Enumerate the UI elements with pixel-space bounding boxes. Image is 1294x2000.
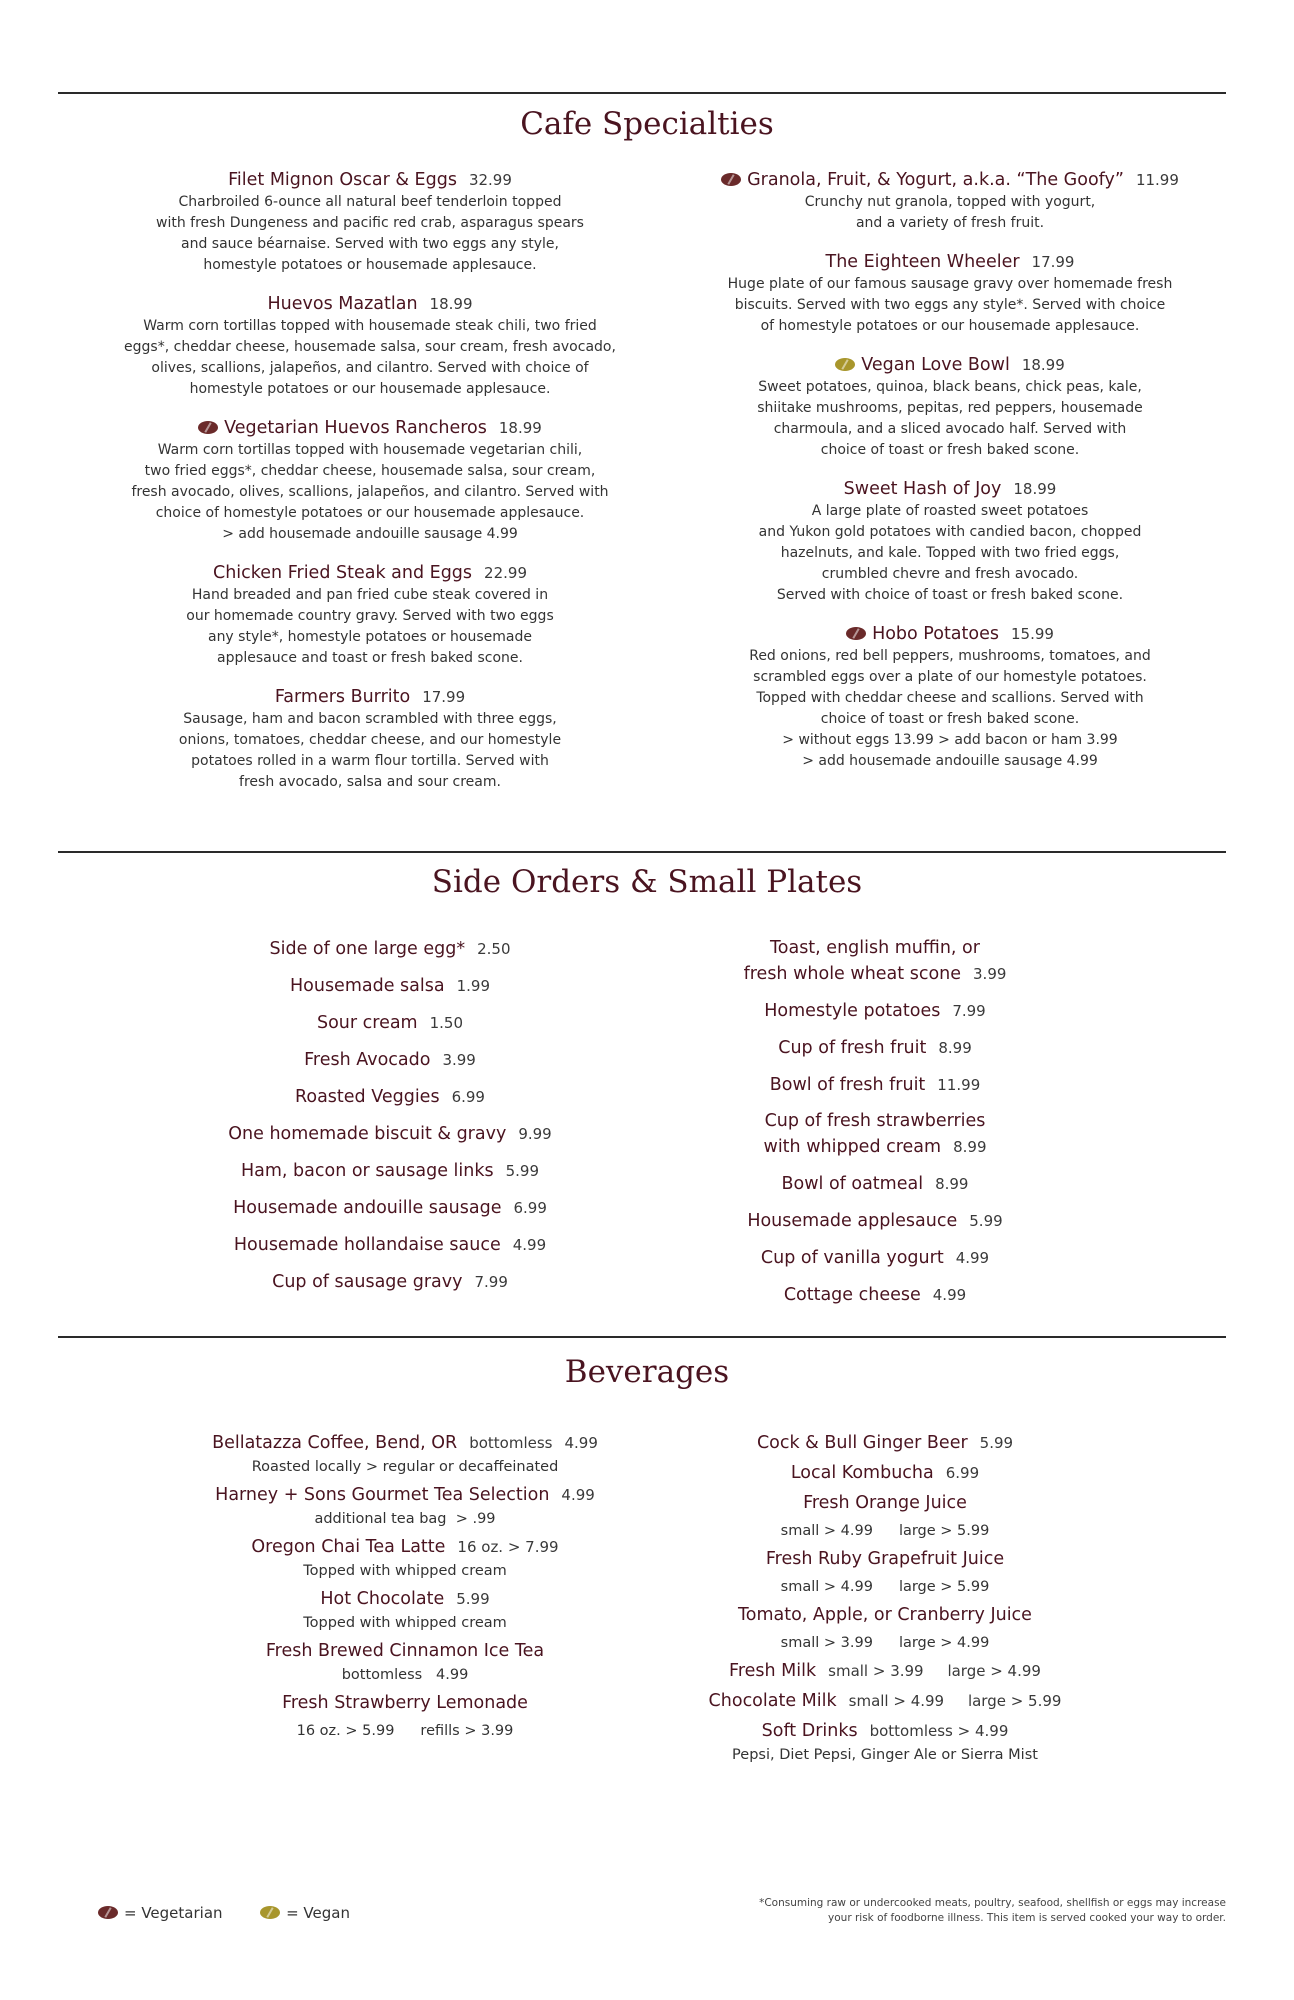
vegetarian-bean-icon xyxy=(98,1906,118,1919)
menu-item-description: Warm corn tortillas topped with housemade vegetarian chili, xyxy=(157,442,583,458)
menu-item-description: Charbroiled 6-ounce all natural beef tenderloin topped xyxy=(178,194,562,210)
menu-item-price: 17.99 xyxy=(1031,253,1075,271)
menu-item-description: eggs*, cheddar cheese, housemade salsa, sour cream, fresh avocado, xyxy=(124,339,616,355)
cafe-section-title: Cafe Specialties xyxy=(520,106,774,142)
legend-vegetarian: = Vegetarian xyxy=(124,1904,223,1922)
menu-item-description: Served with choice of toast or fresh baked scone. xyxy=(776,587,1124,603)
vegan-bean-icon xyxy=(260,1906,280,1919)
menu-item-description: of homestyle potatoes or our housemade applesauce. xyxy=(760,318,1140,334)
beverage-price: 4.99 xyxy=(561,1486,595,1504)
side-item xyxy=(680,1035,1070,1061)
menu-item-description: and Yukon gold potatoes with candied bacon, chopped xyxy=(758,524,1142,540)
beverage-option: small > 4.99 large > 5.99 xyxy=(848,1692,1062,1710)
menu-item xyxy=(100,168,640,276)
beverage-detail: large > 5.99 xyxy=(898,1579,990,1595)
beverage-item xyxy=(140,1638,670,1686)
beverages-section-title: Beverages xyxy=(564,1354,730,1390)
menu-item-description: and sauce béarnaise. Served with two eggs any style, xyxy=(181,236,559,252)
menu-item-price: 15.99 xyxy=(1010,625,1054,643)
menu-item-description: crumbled chevre and fresh avocado. xyxy=(821,566,1079,582)
menu-item-description: biscuits. Served with two eggs any style*. Served with choice xyxy=(734,297,1166,313)
beverage-header xyxy=(680,1430,1090,1456)
menu-item-description: potatoes rolled in a warm flour tortilla. Served with xyxy=(191,753,549,769)
menu-item-price: 17.99 xyxy=(422,688,466,706)
menu-item-name: Hobo Potatoes xyxy=(872,624,999,644)
menu-item-description: applesauce and toast or fresh baked scone. xyxy=(217,650,523,666)
beverage-item xyxy=(680,1688,1090,1714)
beverage-name: Cock & Bull Ginger Beer xyxy=(756,1433,968,1453)
footnote-line: your risk of foodborne illness. This item is served cooked your way to order. xyxy=(828,1912,1226,1924)
menu-item xyxy=(100,292,640,400)
menu-item-description: > add housemade andouille sausage 4.99 xyxy=(222,526,518,542)
menu-item-name: Granola, Fruit, & Yogurt, a.k.a. “The Goofy” xyxy=(747,170,1124,190)
menu-item-header xyxy=(680,477,1220,501)
menu-item-price: 18.99 xyxy=(498,419,542,437)
side-item-name: Cup of sausage gravy xyxy=(272,1272,463,1292)
side-item xyxy=(170,1047,610,1073)
beverage-name: Local Kombucha xyxy=(790,1463,934,1483)
side-item-price: 2.50 xyxy=(477,940,511,958)
side-item-name: Bowl of fresh fruit xyxy=(769,1075,926,1095)
menu-item-price: 18.99 xyxy=(429,295,473,313)
beverage-name: Hot Chocolate xyxy=(320,1589,445,1609)
side-item-name: Bowl of oatmeal xyxy=(781,1174,924,1194)
beverage-option: bottomless xyxy=(469,1434,553,1452)
beverage-header xyxy=(140,1482,670,1508)
beverage-details xyxy=(680,1576,1090,1598)
side-item-main-line xyxy=(680,1208,1070,1234)
side-item-price: 3.99 xyxy=(973,965,1007,983)
side-item-name: Homestyle potatoes xyxy=(764,1001,941,1021)
beverage-details xyxy=(140,1664,670,1686)
menu-item-description: our homemade country gravy. Served with two eggs xyxy=(186,608,554,624)
beverage-header xyxy=(680,1602,1090,1628)
side-item-price: 8.99 xyxy=(953,1138,987,1156)
beverage-item xyxy=(680,1490,1090,1542)
menu-item-price: 11.99 xyxy=(1135,171,1179,189)
side-item-main-line xyxy=(680,1072,1070,1098)
beverage-name: Chocolate Milk xyxy=(708,1691,837,1711)
menu-item-header xyxy=(100,561,640,585)
side-item-name: Cottage cheese xyxy=(783,1285,921,1305)
side-item-main-line xyxy=(680,1134,1070,1160)
beverage-detail: small > 4.99 xyxy=(780,1523,873,1539)
side-item-name: Housemade andouille sausage xyxy=(233,1198,502,1218)
footnote-line: *Consuming raw or undercooked meats, poultry, seafood, shellfish or eggs may increase xyxy=(759,1897,1226,1909)
side-item xyxy=(170,936,610,962)
menu-item-description: onions, tomatoes, cheddar cheese, and our homestyle xyxy=(178,732,562,748)
beverage-option: small > 3.99 large > 4.99 xyxy=(828,1662,1041,1680)
side-item-price: 5.99 xyxy=(969,1212,1003,1230)
menu-item xyxy=(680,622,1220,772)
side-item xyxy=(680,1282,1070,1308)
menu-item-description: any style*, homestyle potatoes or housemade xyxy=(207,629,532,645)
vegan-bean-icon xyxy=(835,358,855,371)
side-item-price: 4.99 xyxy=(955,1249,990,1267)
beverage-name: Fresh Strawberry Lemonade xyxy=(282,1693,528,1713)
top-rule xyxy=(58,92,1226,94)
vegetarian-bean-icon xyxy=(721,173,741,186)
menu-item-description: olives, scallions, jalapeños, and cilantro. Served with choice of xyxy=(151,360,589,376)
beverages-rule xyxy=(58,1336,1226,1338)
menu-item-description: choice of toast or fresh baked scone. xyxy=(820,442,1080,458)
side-item-price: 4.99 xyxy=(932,1286,967,1304)
side-item-main-line xyxy=(680,961,1070,987)
beverage-option: bottomless > 4.99 xyxy=(869,1722,1009,1740)
menu-item-name: Farmers Burrito xyxy=(274,687,411,707)
beverage-header xyxy=(680,1658,1090,1684)
beverage-header xyxy=(140,1430,670,1456)
menu-item-description: choice of toast or fresh baked scone. xyxy=(820,711,1080,727)
side-item-name: Ham, bacon or sausage links xyxy=(240,1161,494,1181)
side-item-name-line: Cup of fresh strawberries xyxy=(764,1111,986,1131)
menu-item-description: shiitake mushrooms, pepitas, red peppers, housemade xyxy=(757,400,1143,416)
footnote xyxy=(666,1896,1226,1926)
beverage-header xyxy=(140,1638,670,1664)
menu-item xyxy=(680,353,1220,461)
side-item xyxy=(680,1109,1070,1160)
beverage-item xyxy=(140,1430,670,1478)
beverages-left-column xyxy=(140,1430,670,1746)
menu-item-name: Vegetarian Huevos Rancheros xyxy=(224,418,487,438)
beverage-item xyxy=(680,1718,1090,1766)
side-item-main-line xyxy=(680,998,1070,1024)
beverage-name: Oregon Chai Tea Latte xyxy=(251,1537,446,1557)
beverage-item xyxy=(680,1546,1090,1598)
menu-item-description: fresh avocado, olives, scallions, jalapeños, and cilantro. Served with xyxy=(131,484,609,500)
menu-item-price: 22.99 xyxy=(484,564,527,582)
beverage-detail: Pepsi, Diet Pepsi, Ginger Ale or Sierra Mist xyxy=(732,1747,1038,1763)
side-item-name: Housemade applesauce xyxy=(747,1211,958,1231)
side-item xyxy=(680,998,1070,1024)
beverage-name: Fresh Brewed Cinnamon Ice Tea xyxy=(265,1641,545,1661)
beverage-detail: Topped with whipped cream xyxy=(303,1615,507,1631)
side-item-price: 5.99 xyxy=(505,1162,540,1180)
beverage-detail: additional tea bag > .99 xyxy=(314,1511,496,1527)
menu-item-price: 18.99 xyxy=(1021,356,1065,374)
side-item xyxy=(170,973,610,999)
legend xyxy=(98,1904,350,1922)
side-item-main-line xyxy=(680,1035,1070,1061)
menu-item-name: The Eighteen Wheeler xyxy=(825,252,1020,272)
side-item-price: 1.99 xyxy=(456,977,490,995)
beverage-item xyxy=(140,1482,670,1530)
cafe-right-column xyxy=(680,168,1220,788)
menu-item xyxy=(680,477,1220,606)
side-item xyxy=(170,1195,610,1221)
beverage-header xyxy=(140,1534,670,1560)
menu-item xyxy=(100,416,640,545)
beverage-header xyxy=(680,1490,1090,1516)
menu-item-description: Crunchy nut granola, topped with yogurt, xyxy=(804,194,1096,210)
beverage-header xyxy=(680,1718,1090,1744)
beverage-price: 5.99 xyxy=(456,1590,490,1608)
side-item-name: Housemade salsa xyxy=(289,976,445,996)
side-item-name: Roasted Veggies xyxy=(295,1087,440,1107)
menu-item-description: scrambled eggs over a plate of our homestyle potatoes. xyxy=(753,669,1147,685)
side-item-name: One homemade biscuit & gravy xyxy=(228,1124,507,1144)
sides-section-title: Side Orders & Small Plates xyxy=(431,864,863,900)
side-item xyxy=(170,1084,610,1110)
beverage-detail: small > 4.99 xyxy=(780,1579,873,1595)
beverage-detail: small > 3.99 xyxy=(780,1635,873,1651)
menu-item-description: Topped with cheddar cheese and scallions. Served with xyxy=(756,690,1144,706)
side-item-price: 1.50 xyxy=(429,1014,464,1032)
beverage-detail: Topped with whipped cream xyxy=(303,1563,507,1579)
menu-item-description: Hand breaded and pan fried cube steak covered in xyxy=(191,587,549,603)
beverage-detail: 16 oz. > 5.99 xyxy=(296,1723,395,1739)
side-item-price: 8.99 xyxy=(938,1039,972,1057)
menu-item-header xyxy=(100,685,640,709)
menu-item-name: Sweet Hash of Joy xyxy=(843,479,1002,499)
menu-item-header xyxy=(680,168,1220,192)
menu-item-description: with fresh Dungeness and pacific red crab, asparagus spears xyxy=(156,215,584,231)
beverage-detail: large > 4.99 xyxy=(898,1635,990,1651)
beverage-details xyxy=(680,1520,1090,1542)
vegetarian-bean-icon xyxy=(198,421,218,434)
vegetarian-bean-icon xyxy=(846,627,866,640)
side-item-name: Cup of fresh fruit xyxy=(778,1038,927,1058)
legend-vegan: = Vegan xyxy=(286,1904,350,1922)
beverage-item xyxy=(680,1460,1090,1486)
side-item xyxy=(680,1245,1070,1271)
beverage-header xyxy=(680,1546,1090,1572)
menu-item-description: homestyle potatoes or housemade applesauce. xyxy=(203,257,537,273)
menu-item-header xyxy=(100,168,640,192)
side-item xyxy=(170,1269,610,1295)
side-item-name: Fresh Avocado xyxy=(304,1050,431,1070)
beverage-name: Harney + Sons Gourmet Tea Selection xyxy=(215,1485,550,1505)
side-item-name: Housemade hollandaise sauce xyxy=(233,1235,501,1255)
menu-item-name: Chicken Fried Steak and Eggs xyxy=(212,563,473,583)
side-item xyxy=(170,1232,610,1258)
menu-item-description: charmoula, and a sliced avocado half. Served with xyxy=(773,421,1127,437)
side-item-main-line xyxy=(680,1282,1070,1308)
side-item-name: fresh whole wheat scone xyxy=(743,964,962,984)
beverage-details xyxy=(140,1720,670,1742)
menu-item-description: and a variety of fresh fruit. xyxy=(855,215,1045,231)
menu-item-description: Warm corn tortillas topped with housemade steak chili, two fried xyxy=(143,318,597,334)
menu-item-price: 32.99 xyxy=(468,171,512,189)
beverage-details xyxy=(140,1508,670,1530)
sides-rule xyxy=(58,851,1226,853)
side-item xyxy=(680,1171,1070,1197)
cafe-left-column xyxy=(100,168,640,809)
beverage-name: Tomato, Apple, or Cranberry Juice xyxy=(738,1605,1032,1625)
menu-item-name: Huevos Mazatlan xyxy=(267,294,418,314)
beverage-header xyxy=(140,1690,670,1716)
beverage-details xyxy=(140,1456,670,1478)
side-item-main-line xyxy=(680,1245,1070,1271)
side-item-price: 8.99 xyxy=(935,1175,969,1193)
side-item xyxy=(170,1121,610,1147)
menu-item-header xyxy=(680,250,1220,274)
side-item-price: 11.99 xyxy=(937,1076,981,1094)
menu-item-description: A large plate of roasted sweet potatoes xyxy=(811,503,1089,519)
menu-item-description: hazelnuts, and kale. Topped with two fried eggs, xyxy=(780,545,1120,561)
menu-item-description: choice of homestyle potatoes or our housemade applesauce. xyxy=(155,505,585,521)
beverage-option: 16 oz. > 7.99 xyxy=(457,1538,559,1556)
menu-item-description: Red onions, red bell peppers, mushrooms, tomatoes, and xyxy=(749,648,1151,664)
beverage-detail: bottomless 4.99 xyxy=(341,1667,469,1683)
side-item-price: 6.99 xyxy=(513,1199,547,1217)
menu-item-description: Sweet potatoes, quinoa, black beans, chick peas, kale, xyxy=(758,379,1142,395)
beverage-details xyxy=(140,1612,670,1634)
side-item-name: Cup of vanilla yogurt xyxy=(760,1248,944,1268)
menu-item xyxy=(100,561,640,669)
side-item-name: with whipped cream xyxy=(763,1137,942,1157)
beverage-price: 4.99 xyxy=(564,1434,598,1452)
side-item-main-line xyxy=(680,1171,1070,1197)
beverage-name: Bellatazza Coffee, Bend, OR xyxy=(212,1433,458,1453)
menu-item-name: Vegan Love Bowl xyxy=(861,355,1010,375)
beverage-name: Fresh Orange Juice xyxy=(803,1493,967,1513)
beverage-details xyxy=(680,1744,1090,1766)
beverage-item xyxy=(140,1534,670,1582)
side-item-price: 6.99 xyxy=(451,1088,485,1106)
menu-item-name: Filet Mignon Oscar & Eggs xyxy=(228,170,457,190)
menu-item xyxy=(100,685,640,793)
menu-item-description: Huge plate of our famous sausage gravy over homemade fresh xyxy=(727,276,1173,292)
beverage-name: Soft Drinks xyxy=(761,1721,858,1741)
beverage-header xyxy=(140,1586,670,1612)
menu-item xyxy=(680,250,1220,337)
side-item xyxy=(170,1158,610,1184)
side-item xyxy=(680,936,1070,987)
side-item xyxy=(680,1208,1070,1234)
beverage-name: Fresh Ruby Grapefruit Juice xyxy=(765,1549,1005,1569)
beverage-price: 5.99 xyxy=(979,1434,1014,1452)
side-item xyxy=(170,1010,610,1036)
menu-item-description: > add housemade andouille sausage 4.99 xyxy=(802,753,1098,769)
sides-left-column xyxy=(170,936,610,1306)
menu-item-description: > without eggs 13.99 > add bacon or ham 3.99 xyxy=(782,732,1118,748)
menu-item-price: 18.99 xyxy=(1013,480,1057,498)
beverage-name: Fresh Milk xyxy=(729,1661,817,1681)
beverage-header xyxy=(680,1460,1090,1486)
side-item-price: 3.99 xyxy=(442,1051,476,1069)
beverage-detail: refills > 3.99 xyxy=(420,1723,514,1739)
side-item-name: Side of one large egg* xyxy=(269,939,466,959)
beverage-detail: Roasted locally > regular or decaffeinated xyxy=(251,1459,559,1475)
beverage-detail: large > 5.99 xyxy=(898,1523,990,1539)
menu-item-description: Sausage, ham and bacon scrambled with three eggs, xyxy=(183,711,557,727)
side-item-name-line: Toast, english muffin, or xyxy=(770,938,980,958)
beverage-item xyxy=(680,1658,1090,1684)
side-item-price: 9.99 xyxy=(518,1125,552,1143)
sides-right-column xyxy=(680,936,1070,1319)
beverage-details xyxy=(140,1560,670,1582)
menu-item-header xyxy=(680,622,1220,646)
menu-item xyxy=(680,168,1220,234)
beverage-item xyxy=(680,1602,1090,1654)
menu-item-header xyxy=(100,292,640,316)
beverages-right-column xyxy=(680,1430,1090,1770)
side-item-price: 7.99 xyxy=(474,1273,508,1291)
beverage-price: 6.99 xyxy=(945,1464,980,1482)
side-item-price: 4.99 xyxy=(512,1236,547,1254)
beverage-item xyxy=(140,1690,670,1742)
menu-item-description: fresh avocado, salsa and sour cream. xyxy=(239,774,501,790)
beverage-item xyxy=(680,1430,1090,1456)
side-item-price: 7.99 xyxy=(952,1002,986,1020)
beverage-header xyxy=(680,1688,1090,1714)
beverage-details xyxy=(680,1632,1090,1654)
side-item-name: Sour cream xyxy=(316,1013,418,1033)
menu-item-description: two fried eggs*, cheddar cheese, housemade salsa, sour cream, xyxy=(144,463,596,479)
menu-item-description: homestyle potatoes or our housemade applesauce. xyxy=(189,381,551,397)
menu-item-header xyxy=(100,416,640,440)
menu-item-header xyxy=(680,353,1220,377)
beverage-item xyxy=(140,1586,670,1634)
side-item xyxy=(680,1072,1070,1098)
